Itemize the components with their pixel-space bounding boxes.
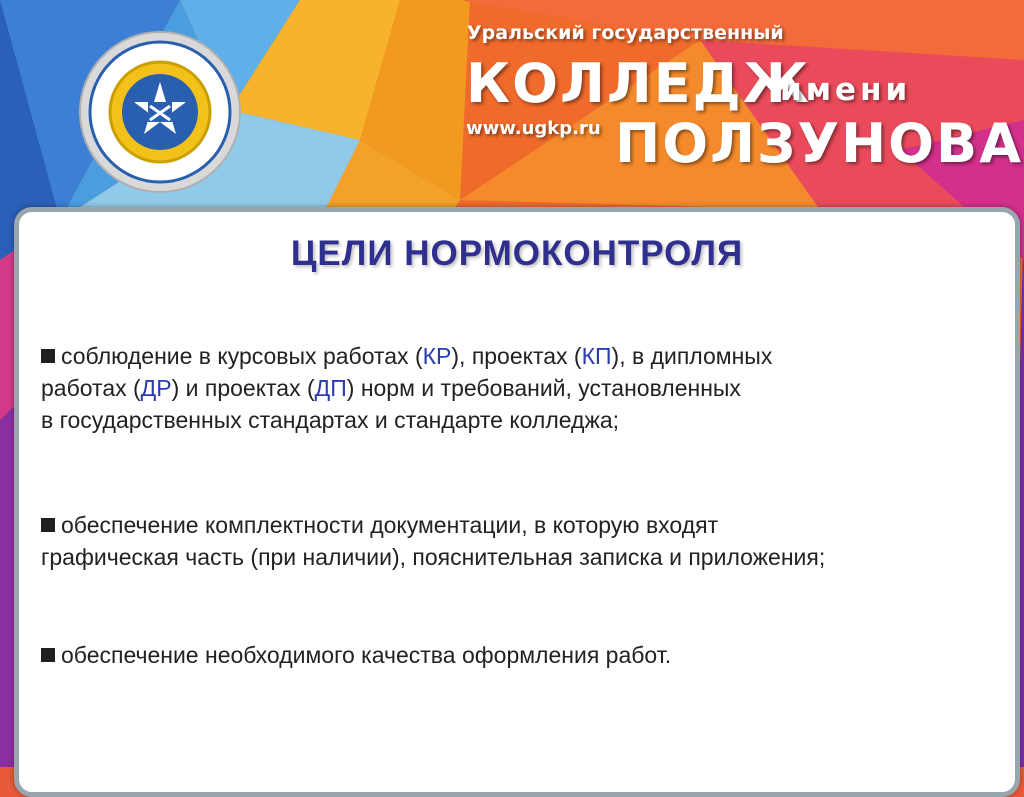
abbr-kp: КП	[581, 343, 612, 369]
goal-item-2	[41, 509, 1021, 573]
slide-title: ЦЕЛИ НОРМОКОНТРОЛЯ	[290, 234, 744, 273]
header-college-word: КОЛЛЕДЖ	[466, 52, 811, 115]
content-panel	[14, 207, 1020, 797]
goal-item-1-line-3: в государственных стандартах и стандарте колледжа;	[41, 407, 620, 433]
goal-item-2-line-1: обеспечение комплектности документации, в которую входят	[41, 509, 1021, 541]
header-url: www.ugkp.ru	[466, 118, 601, 139]
goal-item-3-line-1: обеспечение необходимого качества оформления работ.	[41, 639, 1021, 671]
square-bullet-icon	[41, 648, 55, 662]
square-bullet-icon	[41, 518, 55, 532]
goal-item-1	[41, 340, 1021, 436]
goal-item-1-line-1: соблюдение в курсовых работах (КР), проектах (КП), в дипломных	[41, 340, 1021, 372]
goal-item-2-line-2: графическая часть (при наличии), пояснительная записка и приложения;	[41, 544, 826, 570]
header-imeni-word: имени	[780, 72, 912, 108]
abbr-dr: ДР	[140, 375, 172, 401]
header-polzunov-word: ПОЛЗУНОВА	[615, 112, 1023, 175]
abbr-dp: ДП	[314, 375, 347, 401]
goal-item-3	[41, 639, 1021, 671]
college-logo-seal	[78, 30, 242, 194]
goal-item-1-line-2: работах (ДР) и проектах (ДП) норм и требований, установленных	[41, 375, 741, 401]
abbr-kr: КР	[422, 343, 452, 369]
square-bullet-icon	[41, 349, 55, 363]
header-line-1: Уральский государственный	[467, 22, 784, 44]
